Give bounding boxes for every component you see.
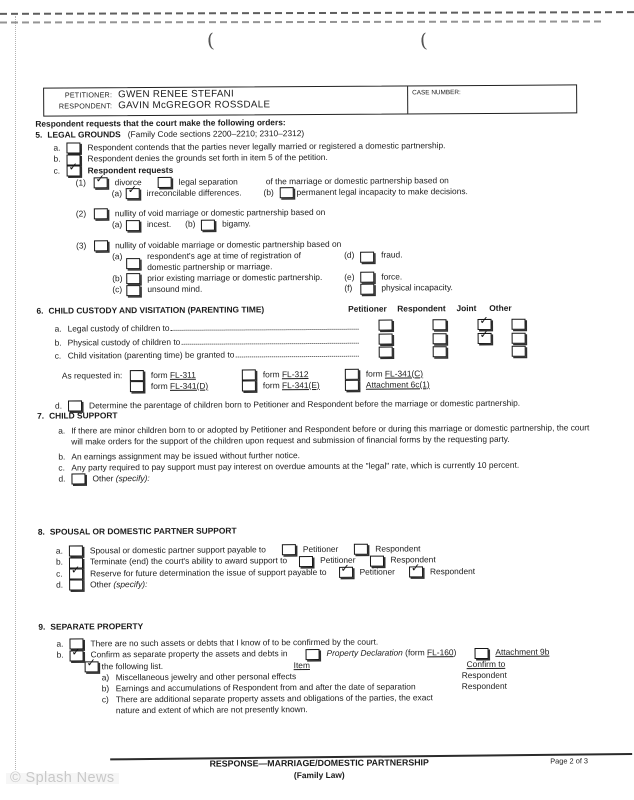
item-5c1a-number: (a) — [111, 188, 123, 199]
fraud-label: fraud. — [381, 249, 403, 260]
item-7a-text: If there are minor children born to or adopted by Petitioner and Respondent before or during this marriage or domestic partnership, the court will make orders for the support of the children upon request and submission of financial forms by the requesting party. — [71, 422, 590, 447]
item-8c-letter: c. — [56, 568, 63, 579]
section-9-heading — [38, 618, 604, 633]
attachment-6c1-link[interactable]: Attachment 6c(1) — [365, 379, 430, 390]
scan-mark-paren-right: ( — [419, 29, 429, 53]
item-5c1-tail: of the marriage or domestic partnership based on — [265, 175, 449, 187]
item-5b-letter: b. — [53, 153, 61, 165]
dotted-leader — [235, 356, 358, 358]
property-item-a-text: Miscellaneous jewelry and other personal effects — [115, 670, 297, 683]
checkbox-8c[interactable] — [69, 568, 83, 579]
item-5a-letter: a. — [53, 142, 61, 153]
divorce-label: divorce — [114, 176, 142, 188]
section-5-title-suffix: (Family Code sections 2200–2210; 2310–2312) — [127, 128, 305, 140]
property-item-b-confirm: Respondent — [461, 680, 507, 692]
item-8a-letter: a. — [55, 545, 63, 556]
custody-c-letter: c. — [54, 350, 62, 361]
checkbox-5c[interactable] — [67, 165, 81, 176]
custody-a-label: Legal custody of children to — [67, 323, 170, 334]
checkbox-7d-other[interactable] — [71, 474, 85, 485]
section-5-number: 5. — [35, 129, 43, 140]
property-item-b-text: Earnings and accumulations of Respondent from and after the date of separation — [115, 681, 416, 694]
custody-b-respondent-checkbox[interactable] — [433, 333, 447, 344]
property-form-suffix: ) — [453, 647, 457, 658]
attachment-6c1-checkbox[interactable] — [345, 380, 359, 391]
item-5c3d-number: (d) — [344, 249, 355, 260]
item-5c2b-number: (b) — [185, 219, 196, 230]
footer-title: RESPONSE—MARRIAGE/DOMESTIC PARTNERSHIP — [209, 757, 429, 769]
checkbox-9b[interactable] — [70, 650, 84, 661]
petitioner-option-label: Petitioner — [320, 555, 356, 566]
force-label: force. — [381, 271, 403, 282]
dotted-leader — [181, 343, 358, 345]
case-number-cell — [407, 85, 576, 113]
item-7c-text: Any party required to pay support must pay interest on overdue amounts at the "legal" rate, which is currently 10 percent. — [71, 459, 520, 473]
section-9-title: SEPARATE PROPERTY — [50, 621, 144, 632]
custody-c-petitioner-checkbox[interactable] — [379, 347, 393, 358]
form-prefix: form — [365, 368, 383, 379]
item-9a-letter: a. — [56, 638, 64, 649]
item-5c3e-number: (e) — [344, 272, 355, 283]
checkbox-force[interactable] — [360, 272, 374, 283]
section-8-title: SPOUSAL OR DOMESTIC PARTNER SUPPORT — [49, 525, 237, 537]
checkbox-following-list[interactable] — [85, 661, 99, 672]
property-item-a-label: a) — [101, 672, 110, 683]
respondent-label: RESPONDENT: — [58, 101, 113, 111]
physical-incapacity-label: physical incapacity. — [381, 282, 453, 294]
form-fl-312-checkbox[interactable] — [242, 369, 256, 380]
item-5c1b-number: (b) — [263, 187, 274, 198]
custody-c-respondent-checkbox[interactable] — [433, 346, 447, 357]
irreconcilable-differences-label: irreconcilable differences. — [146, 187, 242, 199]
item-9b-text: Confirm as separate property the assets and debts in — [90, 648, 288, 660]
item-5b-text: Respondent denies the grounds set forth in item 5 of the petition. — [87, 152, 328, 164]
form-fl-341e-link[interactable]: FL-341(E) — [281, 379, 320, 391]
as-requested-label: As requested in: — [61, 369, 123, 381]
form-prefix: form — [150, 380, 168, 391]
custody-b-joint-checkbox[interactable] — [478, 333, 492, 344]
custody-b-petitioner-checkbox[interactable] — [379, 333, 393, 344]
respondent-name: GAVIN McGREGOR ROSSDALE — [118, 99, 271, 112]
custody-a-other-checkbox[interactable] — [512, 319, 526, 330]
item-8c-text: Reserve for future determination the issue of support payable to — [90, 566, 327, 578]
section-5-heading — [35, 126, 601, 141]
checkbox-unsound-mind[interactable] — [126, 285, 140, 296]
checkbox-5a[interactable] — [66, 143, 80, 154]
item-7a-letter: a. — [58, 425, 66, 436]
property-item-c-text: There are additional separate property assets and obligations of the parties, the exact nature and extent of which are not presently known. — [115, 692, 433, 716]
bigamy-label: bigamy. — [222, 218, 251, 229]
custody-a-respondent-checkbox[interactable] — [433, 320, 447, 331]
form-fl-311-link[interactable]: FL-311 — [169, 369, 196, 380]
item-5c3a-number: (a) — [112, 251, 123, 262]
column-header-respondent: Respondent — [397, 303, 446, 314]
item-8d-specify-label: (specify): — [113, 578, 148, 590]
column-header-other: Other — [489, 302, 512, 313]
petitioner-option-label: Petitioner — [359, 566, 395, 577]
footer-subtitle: (Family Law) — [293, 769, 345, 781]
column-header-petitioner: Petitioner — [348, 303, 387, 314]
item-7d-other-label: Other — [92, 473, 114, 484]
checkbox-prior-existing-marriage[interactable] — [126, 273, 140, 284]
item-5c1-number: (1) — [75, 177, 86, 188]
section-5-title: LEGAL GROUNDS — [47, 129, 121, 140]
item-5c3-row3 — [112, 282, 602, 296]
section-7-heading — [37, 407, 603, 422]
section-9-separate-property — [38, 618, 605, 717]
as-requested-row-2 — [130, 378, 603, 392]
checkbox-property-declaration[interactable] — [305, 648, 319, 659]
item-5c3f-number: (f) — [344, 283, 353, 294]
checkbox-irreconcilable-differences[interactable] — [126, 188, 140, 199]
case-number-label: CASE NUMBER: — [412, 89, 461, 97]
section-5-legal-grounds — [35, 126, 602, 296]
custody-c-other-checkbox[interactable] — [512, 346, 526, 357]
section-8-heading — [38, 523, 604, 538]
custody-b-label: Physical custody of children to — [67, 336, 181, 348]
item-5c3-row1 — [112, 248, 602, 273]
item-7b-letter: b. — [58, 451, 66, 462]
item-8a-text: Spousal or domestic partner support payable to — [89, 544, 266, 556]
custody-b-other-checkbox[interactable] — [512, 333, 526, 344]
form-fl-341c-link[interactable]: FL-341(C) — [384, 367, 424, 379]
form-prefix: form — [150, 369, 168, 380]
custody-a-letter: a. — [54, 323, 62, 335]
prior-existing-marriage-label: prior existing marriage or domestic partnership. — [147, 272, 323, 284]
item-5c3b-number: (b) — [112, 273, 123, 284]
permanent-legal-incapacity-label: permanent legal incapacity to make decisions. — [296, 186, 468, 198]
item-7b-text: An earnings assignment may be issued without further notice. — [71, 449, 300, 462]
item-8b-text: Terminate (end) the court's ability to award support to — [89, 555, 288, 567]
item-7d-letter: d. — [58, 473, 66, 484]
item-7a — [58, 422, 603, 448]
checkbox-8c-respondent[interactable] — [409, 566, 423, 577]
form-fl-311-checkbox[interactable] — [130, 370, 144, 381]
caption-box — [43, 84, 577, 116]
item-6d-text: Determine the parentage of children born to Petitioner and Respondent before the marriage or domestic partnership. — [88, 397, 521, 411]
following-list-label: the following list. — [101, 660, 164, 671]
item-8d-other-label: Other — [90, 579, 112, 590]
item-8d-letter: d. — [56, 579, 64, 590]
attachment-9b-link[interactable]: Attachment 9b — [495, 646, 550, 658]
unsound-mind-label: unsound mind. — [147, 284, 203, 295]
column-header-joint: Joint — [456, 303, 477, 314]
form-prefix: form — [262, 380, 280, 391]
checkbox-nullity-void[interactable] — [94, 209, 108, 220]
item-5c-text: Respondent requests — [87, 164, 174, 176]
form-fl-341c-checkbox[interactable] — [345, 368, 359, 379]
section-6-child-custody — [36, 302, 603, 412]
property-item-c — [102, 691, 605, 716]
petitioner-option-label: Petitioner — [302, 544, 339, 555]
form-fl-341d-link[interactable]: FL-341(D) — [169, 380, 209, 391]
item-8d — [56, 576, 604, 591]
dotted-leader — [171, 329, 359, 331]
section-7-child-support — [37, 407, 603, 485]
item-8b-letter: b. — [55, 556, 64, 568]
item-5c1-sub — [112, 185, 602, 199]
property-item-a-confirm: Respondent — [461, 669, 507, 680]
form-fl-341d-checkbox[interactable] — [130, 381, 144, 392]
respondent-option-label: Respondent — [429, 565, 476, 576]
form-fl-312-link[interactable]: FL-312 — [281, 368, 309, 379]
checkbox-incest[interactable] — [126, 220, 140, 231]
checkbox-nullity-voidable[interactable] — [94, 240, 108, 251]
form-fl-341e-checkbox[interactable] — [242, 380, 256, 391]
checkbox-divorce[interactable] — [94, 177, 108, 188]
petitioner-label: PETITIONER: — [64, 90, 113, 100]
item-7d-specify-label: (specify): — [115, 473, 150, 484]
section-6-title: CHILD CUSTODY AND VISITATION (PARENTING TIME) — [48, 304, 265, 316]
section-6-number: 6. — [36, 305, 44, 316]
item-5c2-sub — [112, 217, 602, 231]
checkbox-8a-petitioner[interactable] — [282, 544, 296, 555]
section-8-number: 8. — [37, 526, 45, 537]
item-7d — [58, 470, 603, 485]
incest-label: incest. — [146, 219, 172, 230]
property-declaration-label: Property Declaration — [326, 647, 403, 659]
item-9a-text: There are no such assets or debts that I know of to be confirmed by the court. — [90, 636, 379, 649]
form-fl-160-link[interactable]: FL-160 — [426, 647, 454, 658]
section-8-spousal-support — [38, 523, 604, 590]
respondent-option-label: Respondent — [375, 543, 421, 554]
item-column-header: Item — [293, 659, 310, 670]
petitioner-name: GWEN RENEE STEFANI — [118, 88, 235, 101]
checkbox-8b-petitioner[interactable] — [299, 556, 313, 567]
checkbox-8c-petitioner[interactable] — [339, 566, 353, 577]
item-5c-letter: c. — [53, 165, 61, 176]
page-number: Page 2 of 3 — [550, 756, 589, 766]
custody-c-label: Child visitation (parenting time) be granted to — [67, 349, 235, 361]
custody-b-letter: b. — [54, 337, 62, 348]
party-names — [44, 86, 407, 115]
checkbox-8a-respondent[interactable] — [354, 544, 368, 555]
splash-news-watermark: © Splash News — [6, 773, 119, 784]
item-9b-letter: b. — [56, 649, 64, 661]
checkbox-permanent-legal-incapacity[interactable] — [280, 187, 294, 198]
section-7-title: CHILD SUPPORT — [49, 410, 118, 421]
checkbox-physical-incapacity[interactable] — [360, 283, 374, 294]
item-5c2a-number: (a) — [111, 219, 123, 230]
item-6d-letter: d. — [54, 400, 63, 411]
item-5c3c-number: (c) — [112, 284, 123, 295]
item-5c3-number: (3) — [76, 240, 87, 251]
checkbox-fraud[interactable] — [360, 251, 374, 262]
checkbox-bigamy[interactable] — [201, 219, 215, 230]
intro-line: Respondent requests that the court make the following orders: — [35, 117, 286, 129]
respondents-age-label: respondent's age at time of registration of domestic partnership or marriage. — [147, 249, 301, 273]
scan-mark-paren-left: ( — [206, 29, 216, 53]
section-6-heading — [36, 302, 602, 317]
nullity-voidable-label: nullity of voidable marriage or domestic partnership based on — [115, 238, 342, 250]
item-7c-letter: c. — [58, 462, 65, 473]
custody-a-petitioner-checkbox[interactable] — [379, 320, 393, 331]
checkbox-8b-respondent[interactable] — [369, 555, 383, 566]
property-form-prefix: (form — [405, 647, 425, 658]
property-item-b-label: b) — [101, 683, 110, 694]
checkbox-8a[interactable] — [69, 546, 83, 557]
form-prefix: form — [262, 368, 280, 379]
checkbox-attachment-9b[interactable] — [474, 647, 488, 658]
section-7-number: 7. — [37, 410, 45, 421]
checkbox-8d-other[interactable] — [69, 579, 83, 590]
checkbox-respondents-age[interactable] — [126, 258, 140, 269]
section-9-number: 9. — [38, 621, 46, 632]
property-item-c-label: c) — [101, 694, 109, 705]
legal-separation-label: legal separation — [178, 176, 238, 187]
item-5a-text: Respondent contends that the parties never legally married or registered a domestic partnership. — [87, 140, 446, 153]
checkbox-legal-separation[interactable] — [158, 177, 172, 188]
confirm-to-column-header: Confirm to — [466, 658, 506, 669]
nullity-void-label: nullity of void marriage or domestic partnership based on — [114, 207, 326, 219]
respondent-option-label: Respondent — [390, 554, 436, 565]
item-5c2-number: (2) — [75, 208, 87, 219]
